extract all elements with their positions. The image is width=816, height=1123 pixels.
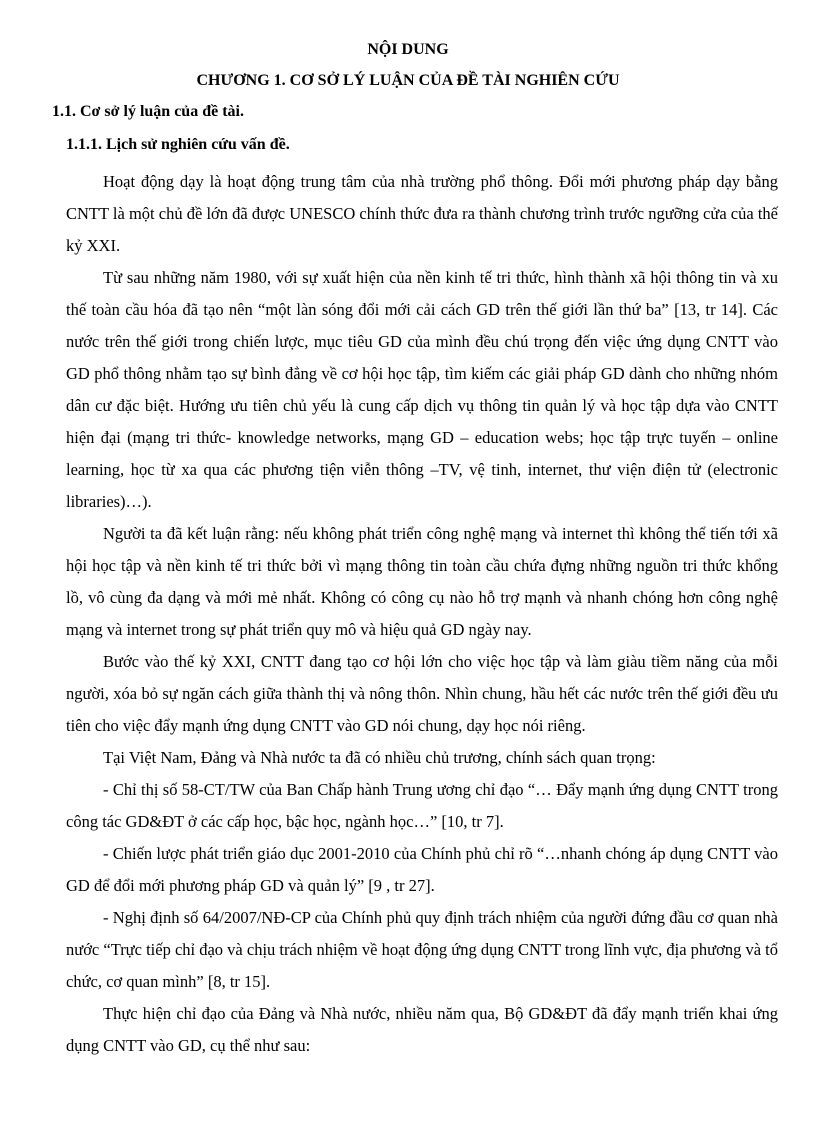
subsection-heading: 1.1.1. Lịch sử nghiên cứu vấn đề. (66, 136, 290, 153)
paragraph: Thực hiện chỉ đạo của Đảng và Nhà nước, nhiều năm qua, Bộ GD&ĐT đã đẩy mạnh triển khai ứng dụng CNTT vào GD, cụ thể như sau: (66, 1004, 778, 1055)
paragraph: Từ sau những năm 1980, với sự xuất hiện của nền kinh tế tri thức, hình thành xã hội thông tin và xu thế toàn cầu hóa đã tạo nên “một làn sóng đổi mới cải cách GD trên thế giới lần thứ ba” [13, tr 14]. Các nước trên thế giới trong chiến lược, mục tiêu GD của mình đều chú trọng đến việc ứng dụng CNTT vào GD phổ thông nhằm tạo sự bình đẳng về cơ hội học tập, tìm kiếm các giải pháp GD dành cho những nhóm dân cư đặc biệt. Hướng ưu tiên chủ yếu là cung cấp dịch vụ thông tin quản lý và học tập dựa vào CNTT hiện đại (mạng tri thức- knowledge networks, mạng GD – education webs; học tập trực tuyến – online learning, học từ xa qua các phương tiện viễn thông –TV, vệ tinh, internet, thư viện điện tử (electronic libraries)…). (66, 268, 778, 511)
list-item: - Nghị định số 64/2007/NĐ-CP của Chính phủ quy định trách nhiệm của người đứng đầu cơ quan nhà nước “Trực tiếp chỉ đạo và chịu trách nhiệm về hoạt động ứng dụng CNTT trong lĩnh vực, địa phương và tổ chức, cơ quan mình” [8, tr 15]. (66, 908, 778, 991)
section-heading: 1.1. Cơ sở lý luận của đề tài. (52, 103, 244, 120)
list-item: - Chiến lược phát triển giáo dục 2001-2010 của Chính phủ chỉ rõ “…nhanh chóng áp dụng CNTT vào GD để đổi mới phương pháp GD và quản lý” [9 , tr 27]. (66, 844, 778, 895)
list-item: - Chỉ thị số 58-CT/TW của Ban Chấp hành Trung ương chỉ đạo “… Đẩy mạnh ứng dụng CNTT trong công tác GD&ĐT ở các cấp học, bậc học, ngành học…” [10, tr 7]. (66, 780, 778, 831)
paragraph: Tại Việt Nam, Đảng và Nhà nước ta đã có nhiều chủ trương, chính sách quan trọng: (103, 748, 656, 767)
chapter-heading: CHƯƠNG 1. CƠ SỞ LÝ LUẬN CỦA ĐỀ TÀI NGHIÊN CỨU (196, 72, 620, 89)
paragraph: Người ta đã kết luận rằng: nếu không phát triển công nghệ mạng và internet thì không thể tiến tới xã hội học tập và nền kinh tế tri thức bởi vì mạng thông tin toàn cầu chứa đựng những nguồn tri thức khổng lồ, vô cùng đa dạng và mới mẻ nhất. Không có công cụ nào hỗ trợ mạnh và nhanh chóng hơn công nghệ mạng và internet trong sự phát triển quy mô và hiệu quả GD ngày nay. (66, 524, 778, 639)
document-title: NỘI DUNG (367, 41, 449, 58)
paragraph: Hoạt động dạy là hoạt động trung tâm của nhà trường phổ thông. Đổi mới phương pháp dạy bằng CNTT là một chủ đề lớn đã được UNESCO chính thức đưa ra thành chương trình trước ngưỡng cửa của thế kỷ XXI. (66, 172, 778, 255)
document-body (66, 166, 778, 1062)
paragraph: Bước vào thế kỷ XXI, CNTT đang tạo cơ hội lớn cho việc học tập và làm giàu tiềm năng của mỗi người, xóa bỏ sự ngăn cách giữa thành thị và nông thôn. Nhìn chung, hầu hết các nước trên thế giới đều ưu tiên cho việc đẩy mạnh ứng dụng CNTT vào GD nói chung, dạy học nói riêng. (66, 652, 778, 735)
